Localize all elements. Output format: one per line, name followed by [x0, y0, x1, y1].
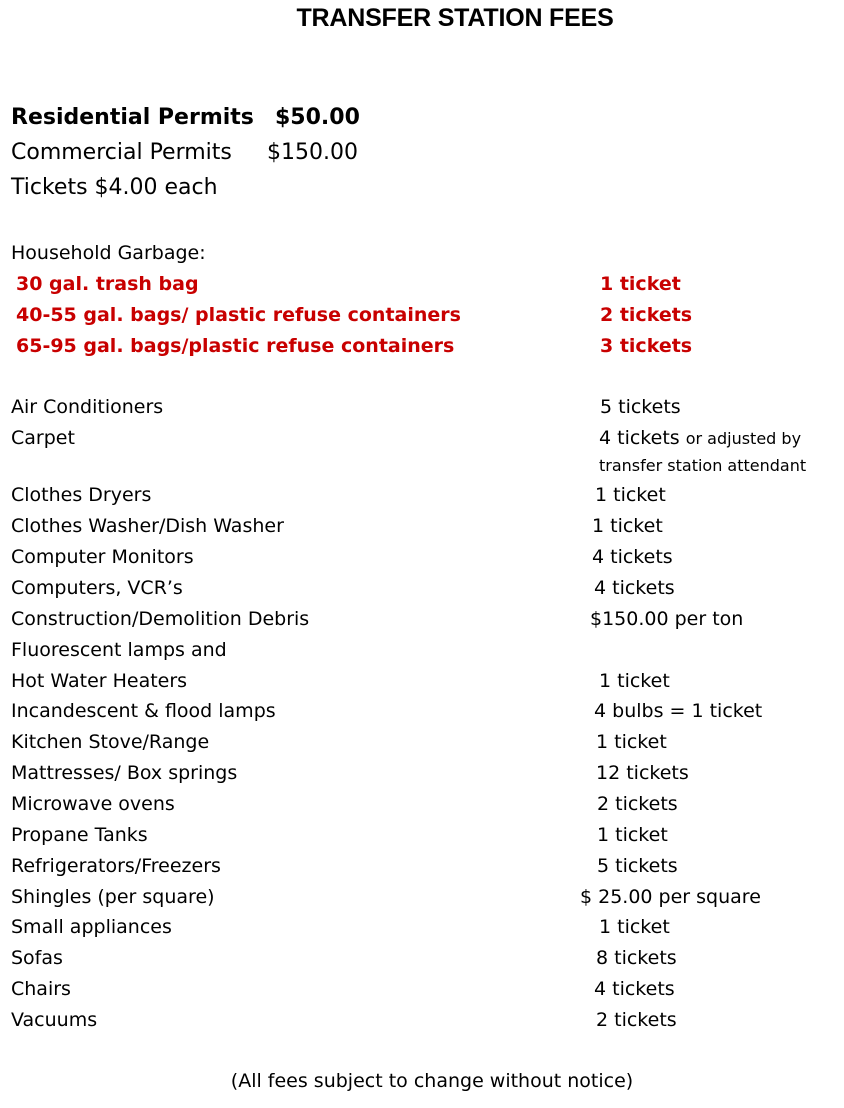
item-fee: 1 ticket	[599, 916, 670, 938]
item-label: 40-55 gal. bags/ plastic refuse containers	[16, 304, 461, 326]
item-fee: 4 tickets	[592, 546, 673, 568]
item-label: Incandescent & flood lamps	[11, 700, 276, 722]
item-label: Propane Tanks	[11, 824, 148, 846]
item-label: Vacuums	[11, 1009, 98, 1031]
item-fee: 5 tickets	[597, 855, 678, 877]
item-fee: 1 ticket	[596, 731, 667, 753]
item-label: Computers, VCR’s	[11, 577, 183, 599]
fee-row	[0, 1007, 844, 1037]
fee-row	[0, 760, 844, 790]
household-garbage-heading: Household Garbage:	[11, 242, 206, 264]
item-fee: 1 ticket	[595, 484, 666, 506]
fee-row	[0, 698, 844, 728]
item-label: Sofas	[11, 947, 63, 969]
item-fee: 8 tickets	[596, 947, 677, 969]
fee-row	[0, 853, 844, 883]
fee-row	[0, 575, 844, 605]
item-label: Air Conditioners	[11, 396, 164, 418]
fee-row	[0, 976, 844, 1006]
item-fee: 12 tickets	[596, 762, 689, 784]
item-fee: $150.00 per ton	[590, 608, 744, 630]
permit-amount: $50.00	[275, 105, 360, 130]
item-label: Computer Monitors	[11, 546, 194, 568]
item-fee-note: or adjusted by	[685, 429, 802, 448]
permit-label: Residential Permits	[11, 105, 254, 130]
fee-row	[0, 668, 844, 698]
item-fee-note-continued: transfer station attendant	[599, 456, 807, 475]
item-fee: 1 ticket	[592, 515, 663, 537]
commercial-permit-row	[11, 139, 358, 167]
fee-row	[0, 791, 844, 821]
fee-row	[0, 914, 844, 944]
fee-row	[0, 606, 844, 636]
item-label: Shingles (per square)	[11, 886, 215, 908]
item-fee: 3 tickets	[600, 335, 693, 357]
permit-amount: $150.00	[267, 140, 358, 165]
item-label: Small appliances	[11, 916, 172, 938]
permit-label: Commercial Permits	[11, 140, 232, 165]
item-fee: 1 ticket	[599, 670, 670, 692]
fee-row	[0, 513, 844, 543]
item-label: Kitchen Stove/Range	[11, 731, 210, 753]
item-fee: 4 tickets	[594, 978, 675, 1000]
item-label: 65-95 gal. bags/plastic refuse containers	[16, 335, 455, 357]
item-fee: 2 tickets	[596, 1009, 677, 1031]
item-fee: 4 tickets	[594, 577, 675, 599]
item-fee: 4 bulbs = 1 ticket	[594, 700, 763, 722]
footer-note: (All fees subject to change without notice)	[230, 1070, 634, 1092]
item-label: Chairs	[11, 978, 71, 1000]
item-label: Clothes Dryers	[11, 484, 152, 506]
fee-row	[0, 637, 844, 667]
item-fee: 1 ticket	[597, 824, 668, 846]
fee-row	[0, 394, 844, 424]
item-label: Fluorescent lamps and	[11, 639, 227, 661]
household-row	[0, 333, 844, 363]
item-fee: 2 tickets	[600, 304, 693, 326]
fee-row	[0, 945, 844, 975]
fee-row	[0, 544, 844, 574]
item-fee: 1 ticket	[600, 273, 681, 295]
residential-permit-row	[11, 104, 360, 132]
item-label: Construction/Demolition Debris	[11, 608, 310, 630]
item-label: Refrigerators/Freezers	[11, 855, 221, 877]
page-title: TRANSFER STATION FEES	[296, 4, 614, 32]
item-fee: 2 tickets	[597, 793, 678, 815]
fee-row	[0, 482, 844, 512]
item-label: Mattresses/ Box springs	[11, 762, 238, 784]
fee-row	[0, 822, 844, 852]
fee-row	[0, 425, 844, 455]
household-row	[0, 302, 844, 332]
item-fee: $ 25.00 per square	[580, 886, 761, 908]
ticket-price: Tickets $4.00 each	[11, 175, 218, 200]
item-label: Clothes Washer/Dish Washer	[11, 515, 284, 537]
household-row	[0, 271, 844, 301]
item-fee: 5 tickets	[600, 396, 681, 418]
item-label: Hot Water Heaters	[11, 670, 188, 692]
fee-row	[0, 729, 844, 759]
item-label: 30 gal. trash bag	[16, 273, 199, 295]
item-label: Carpet	[11, 427, 75, 449]
fee-row	[0, 884, 844, 914]
item-fee: 4 tickets	[599, 427, 680, 449]
item-label: Microwave ovens	[11, 793, 175, 815]
